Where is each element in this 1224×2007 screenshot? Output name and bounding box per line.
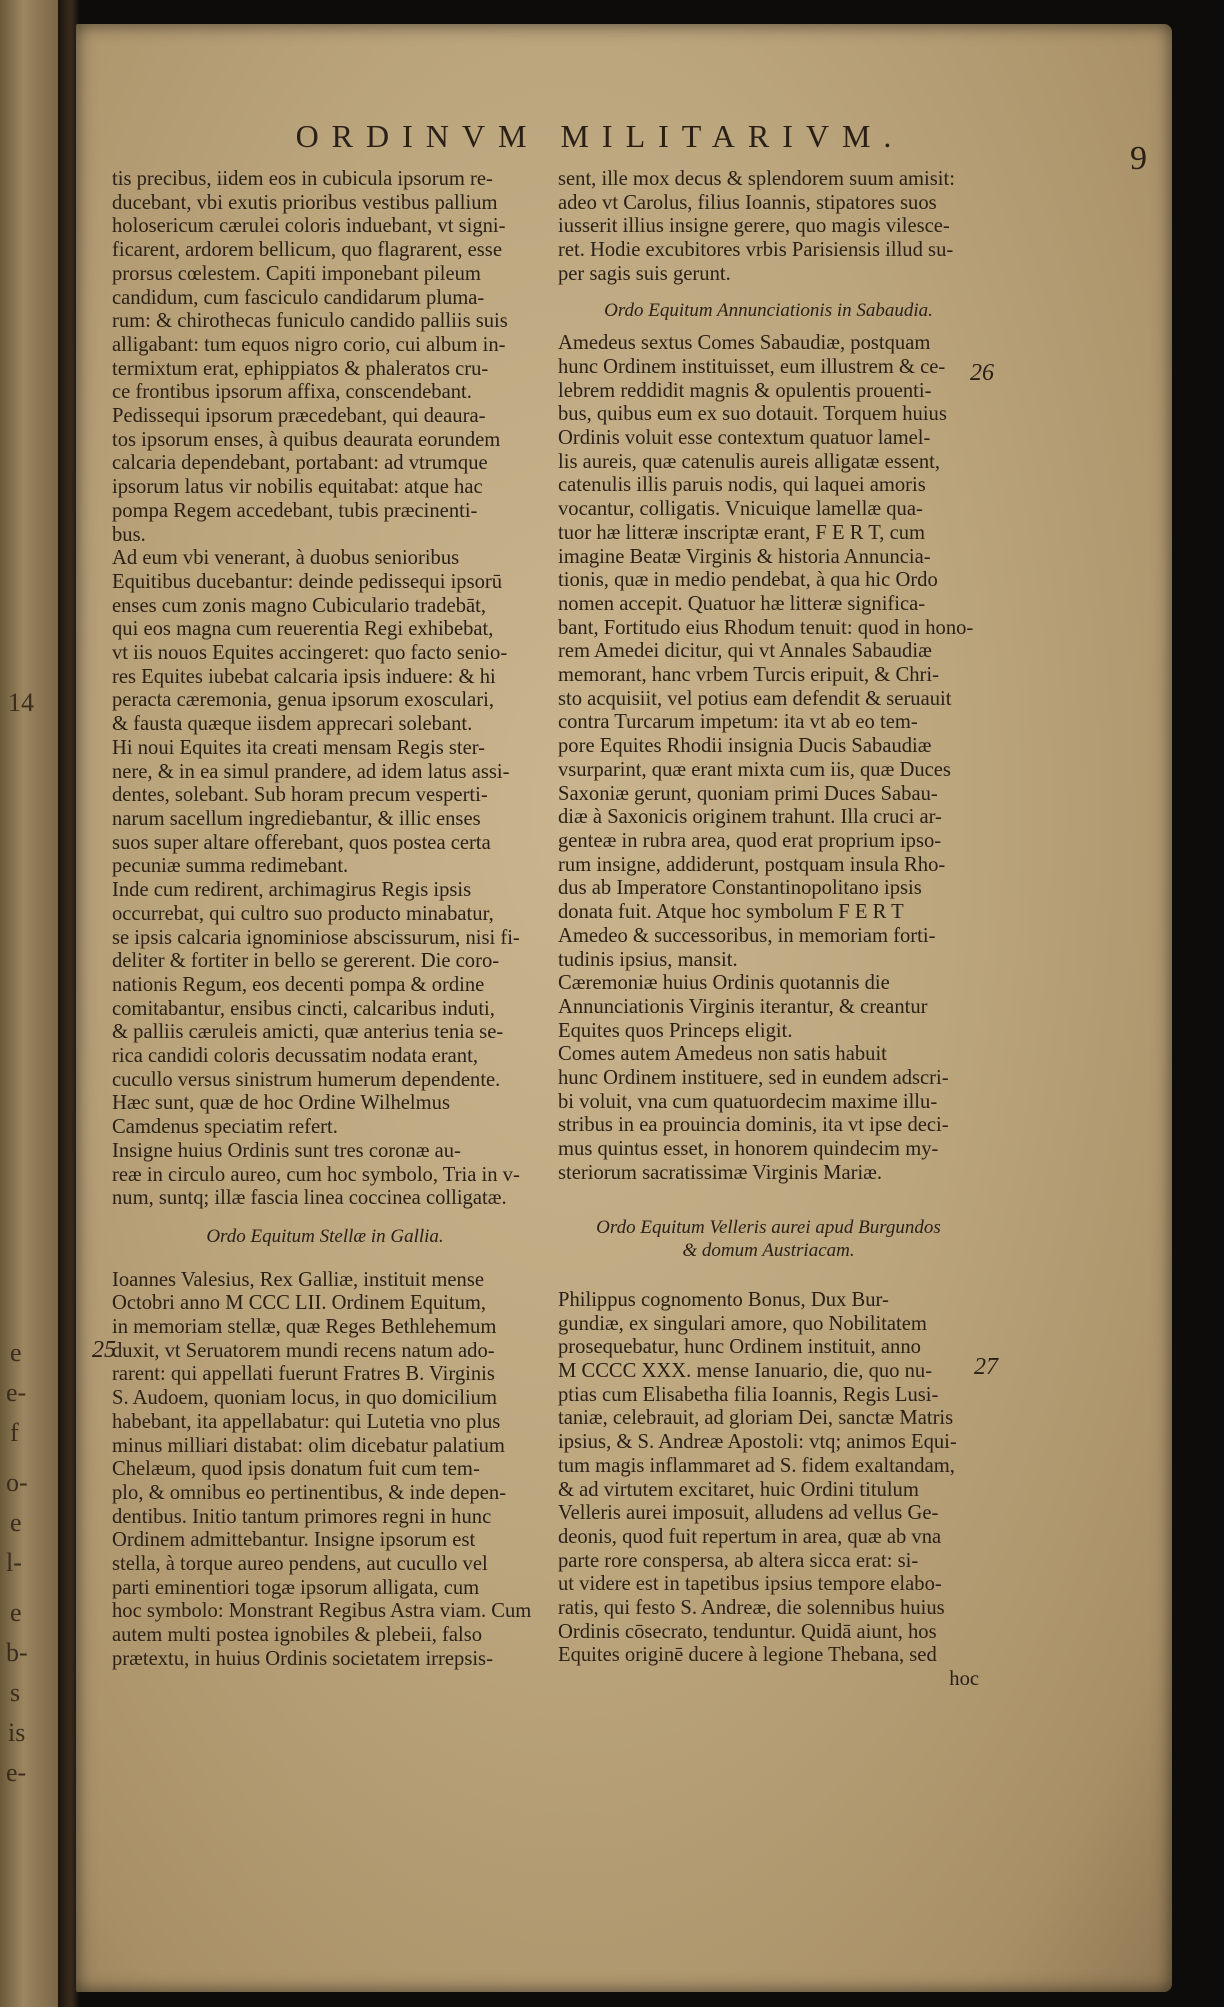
text-line: stella, à torque aureo pendens, aut cucullo vel [112,1553,488,1576]
text-line: hunc Ordinem instituere, sed in eundem adscri- [558,1067,949,1090]
text-line: hoc symbolo: Monstrant Regibus Astra viam. Cum [112,1600,532,1623]
text-line: prætextu, in huius Ordinis societatem irrepsis- [112,1647,493,1670]
text-line: imagine Beatæ Virginis & historia Annuncia- [558,545,931,568]
running-title: ORDINVM MILITARIVM. [295,118,905,154]
text-line: ce frontibus ipsorum affixa, conscendebant. [112,381,472,404]
text-line: se ipsis calcaria ignominiose abscissurum, nisi fi- [112,926,520,949]
text-line: Octobri anno M CCC LII. Ordinem Equitum, [112,1292,487,1315]
section-heading: & domum Austriacam. [682,1240,855,1262]
text-line: donata fuit. Atque hoc symbolum F E R T [558,901,904,924]
text-line: parte rore conspersa, ab altera sicca erat: si- [558,1549,919,1572]
text-line: vsurparint, quæ erant mixta cum iis, quæ Duces [558,758,951,781]
margin-fragment: e- [6,1758,27,1787]
text-line: occurrebat, qui cultro suo producto minabatur, [112,902,494,925]
text-line: candidum, cum fasciculo candidarum pluma- [112,286,485,309]
text-line: Comes autem Amedeus non satis habuit [558,1043,887,1066]
text-line: Inde cum redirent, archimagirus Regis ipsis [112,879,472,902]
text-line: bus, quibus eum ex suo dotauit. Torquem huius [558,403,947,426]
margin-fragment: e- [6,1378,27,1407]
text-line: parti eminentiori togæ ipsorum alligata, cum [112,1576,480,1599]
text-line: Ordinem admittebantur. Insigne ipsorum est [112,1529,476,1552]
text-line: Amedeus sextus Comes Sabaudiæ, postquam [558,332,931,355]
text-line: Philippus cognomento Bonus, Dux Bur- [558,1288,889,1311]
text-line: num, suntq; illæ fascia linea coccinea colligatæ. [112,1187,507,1210]
text-line: mus quintus esset, in honorem quindecim my- [558,1138,939,1161]
text-line: ipsorum latus vir nobilis equitabat: atque hac [112,476,483,499]
text-line: Equitibus ducebantur: deinde pedissequi ipsorū [112,570,503,593]
text-line: tuor hæ litteræ inscriptæ erant, F E R T, cum [558,521,926,544]
text-line: ret. Hodie excubitores vrbis Parisiensis illud su- [558,239,954,262]
text-line: Hi noui Equites ita creati mensam Regis ster- [112,736,486,759]
text-line: Camdenus speciatim refert. [112,1116,338,1139]
text-line: calcaria dependebant, portabant: ad vtrumque [112,452,488,475]
text-line: vt iis nouos Equites accingeret: quo facto senio- [112,642,508,665]
text-line: & fausta quæque iisdem apprecari solebant. [112,713,473,736]
text-line: vocantur, colligatis. Vnicuique lamellæ qua- [558,498,923,521]
text-line: sent, ille mox decus & splendorem suum amisit: [558,168,955,190]
text-line: habebant, ita appellabatur: qui Lutetia vno plus [112,1410,501,1433]
text-line: ptias cum Elisabetha filia Ioannis, Regis Lusi- [558,1383,939,1406]
text-line: plo, & omnibus eo pertinentibus, & inde depen- [112,1481,507,1504]
text-line: ut videre est in tapetibus ipsius tempore elabo- [558,1573,942,1596]
text-line: Equites quos Princeps eligit. [558,1019,793,1042]
margin-number-right: 26 [970,360,994,386]
text-line: res Equites iubebat calcaria ipsis induere: & hi [112,665,496,688]
text-line: rarent: qui appellati fuerunt Fratres B. Virginis [112,1363,495,1386]
margin-fragment: 14 [8,688,34,717]
section-heading: Ordo Equitum Annunciationis in Sabaudia. [604,299,933,321]
text-line: tos ipsorum enses, à quibus deaurata eorundem [112,428,501,451]
text-line: contra Turcarum impetum: ita vt ab eo tem- [558,711,918,734]
text-line: rum: & chirothecas funiculo candido palliis suis [112,310,508,333]
text-line: termixtum erat, ephippiatos & phaleratos cru- [112,357,489,380]
text-line: Ad eum vbi venerant, à duobus senioribus [112,547,460,570]
margin-fragment: e [10,1598,22,1627]
margin-fragment: is [8,1718,26,1747]
margin-number-right: 27 [974,1354,998,1380]
text-line: Equites originē ducere à legione Thebana, sed [558,1644,937,1667]
text-line: ficarent, ardorem bellicum, quo flagrarent, esse [112,239,502,262]
text-line: tudinis ipsius, mansit. [558,948,738,971]
text-line: ratis, qui festo S. Andreæ, die solennibus huius [558,1597,945,1620]
margin-fragment: o- [6,1468,28,1497]
text-line: dentes, solebant. Sub horam precum vesperti- [112,784,488,807]
text-line: nationis Regum, eos decenti pompa & ordine [112,973,485,996]
text-line: dentibus. Initio tantum primores regni in hunc [112,1505,492,1528]
left-column [112,168,538,1672]
text-line: stribus in ea prouincia dominis, ita vt ipse deci- [558,1114,949,1137]
text-line: Annunciationis Virginis iterantur, & creantur [558,995,928,1018]
text-line: S. Audoem, quoniam locus, in quo domicilium [112,1387,497,1410]
text-line: duxit, vt Seruatorem mundi recens natum ado- [112,1339,495,1362]
text-line: tum magis inflammaret ad S. fidem exaltandam, [558,1454,955,1477]
text-line: gundiæ, ex singulari amore, quo Nobilitatem [558,1312,927,1335]
text-line: peracta cæremonia, genua ipsorum exosculari, [112,689,494,712]
text-line: pore Equites Rhodii insignia Ducis Sabaudiæ [558,735,932,758]
margin-fragment: f [10,1418,19,1447]
margin-fragment: b- [6,1638,28,1667]
text-line: Amedeo & successoribus, in memoriam forti- [558,924,936,947]
text-line: M CCCC XXX. mense Ianuario, die, quo nu- [558,1360,933,1383]
text-line: tionis, quæ in medio pendebat, à qua hic Ordo [558,569,938,592]
text-line: bus. [112,523,146,546]
text-line: dus ab Imperatore Constantinopolitano ipsis [558,877,922,900]
text-line: holosericum cærulei coloris induebant, vt signi- [112,215,506,238]
text-line: tis precibus, iidem eos in cubicula ipsorum re- [112,168,493,190]
text-line: ipsius, & S. Andreæ Apostoli: vtq; animos Equi- [558,1431,957,1454]
text-line: enses cum zonis magno Cubiculario tradebāt, [112,594,487,617]
text-line: narum sacellum ingrediebantur, & illic enses [112,807,481,830]
margin-fragment: l- [6,1548,22,1577]
text-line: memorant, hanc vrbem Turcis eripuit, & Chri- [558,664,939,687]
text-line: & ad virtutem excitaret, huic Ordini titulum [558,1478,919,1501]
text-line: pecuniæ summa redimebant. [112,855,349,878]
text-line: deonis, quod fuit repertum in area, quæ ab vna [558,1525,942,1548]
text-line: rica candidi coloris decussatim nodata erant, [112,1045,478,1068]
text-line: taniæ, celebrauit, ad gloriam Dei, sanctæ Matris [558,1407,954,1430]
text-line: adeo vt Carolus, filius Ioannis, stipatores suos [558,191,937,214]
text-line: diæ à Saxonicis originem trahunt. Illa cruci ar- [558,806,942,829]
text-line: bi voluit, vna cum quatuordecim maxime illu- [558,1090,938,1113]
text-line: Ioannes Valesius, Rex Galliæ, instituit mense [112,1268,484,1291]
text-line: rum insigne, addiderunt, postquam insula Rho- [558,853,946,876]
text-line: prosequebatur, hunc Ordinem instituit, anno [558,1336,921,1359]
text-line: Pedissequi ipsorum præcedebant, qui deaura- [112,405,486,428]
text-line: & palliis cæruleis amicti, quæ anterius tenia se- [112,1021,504,1044]
text-line: prorsus cœlestem. Capiti imponebant pileum [112,262,481,285]
text-line: pompa Regem accedebant, tubis præcinenti- [112,499,478,522]
text-line: nere, & in ea simul prandere, ad idem latus assi- [112,760,510,783]
text-line: minus milliari distabat: olim dicebatur palatium [112,1434,505,1457]
catchword: hoc [949,1668,979,1691]
text-line: autem multi postea ignobiles & plebeii, falso [112,1624,483,1647]
text-line: Ordinis cōsecrato, tenduntur. Quidā aiunt, hos [558,1620,937,1643]
adjacent-page-edge [0,0,58,2007]
text-line: Velleris aurei imposuit, alludens ad vellus Ge- [558,1502,939,1525]
text-line: Ordinis voluit esse contextum quatuor lamel- [558,427,931,450]
text-line: lis aureis, quæ catenulis aureis alligatæ essent, [558,450,941,473]
margin-fragment: e [10,1338,22,1367]
section-heading: Ordo Equitum Stellæ in Gallia. [206,1225,444,1247]
text-line: qui eos magna cum reuerentia Regi exhibebat, [112,618,494,641]
text-line: bant, Fortitudo eius Rhodum tenuit: quod in hono- [558,616,974,639]
text-line: Saxoniæ gerunt, quoniam primi Duces Sabau- [558,782,938,805]
text-line: ducebant, vbi exutis prioribus vestibus pallium [112,191,498,214]
text-line: reæ in circulo aureo, cum hoc symbolo, Tria in v- [112,1163,520,1186]
text-line: hunc Ordinem instituisset, eum illustrem & ce- [558,355,946,378]
section-heading: Ordo Equitum Velleris aurei apud Burgundos [596,1216,941,1238]
text-line: catenulis illis paruis nodis, qui laquei amoris [558,474,926,497]
text-line: alligabant: tum equos nigro corio, cui album in- [112,333,506,356]
text-line: Hæc sunt, quæ de hoc Ordine Wilhelmus [112,1092,450,1115]
text-line: cucullo versus sinistrum humerum dependente. [112,1068,501,1091]
page-number: 9 [1130,140,1147,177]
text-line: deliter & fortiter in bello se gererent. Die coro- [112,950,500,973]
text-line: Chelæum, quod ipsis donatum fuit cum tem- [112,1458,480,1481]
text-line: Cæremoniæ huius Ordinis quotannis die [558,972,890,995]
text-line: rem Amedei dicitur, qui vt Annales Sabaudiæ [558,640,932,663]
margin-number-left: 25 [92,1337,116,1363]
margin-fragment: s [10,1678,21,1707]
text-line: per sagis suis gerunt. [558,262,731,285]
text-line: genteæ in rubra area, quod erat proprium ipso- [558,829,942,852]
text-line: lebrem reddidit magnis & opulentis prouenti- [558,379,932,402]
text-line: nomen accepit. Quatuor hæ litteræ significa- [558,592,926,615]
text-line: sto acquisiit, vel potius eam defendit & seruauit [558,687,952,710]
right-column [558,168,979,1692]
text-line: in memoriam stellæ, quæ Reges Bethlehemum [112,1316,497,1339]
text-line: suos super altare offerebant, quos postea certa [112,831,491,854]
text-line: steriorum sacratissimæ Virginis Mariæ. [558,1161,883,1184]
text-line: Insigne huius Ordinis sunt tres coronæ au- [112,1139,461,1162]
margin-fragment: e [10,1508,22,1537]
text-line: iusserit illius insigne gerere, quo magis vilesce- [558,215,950,238]
text-line: comitabantur, ensibus cincti, calcaribus induti, [112,997,495,1020]
